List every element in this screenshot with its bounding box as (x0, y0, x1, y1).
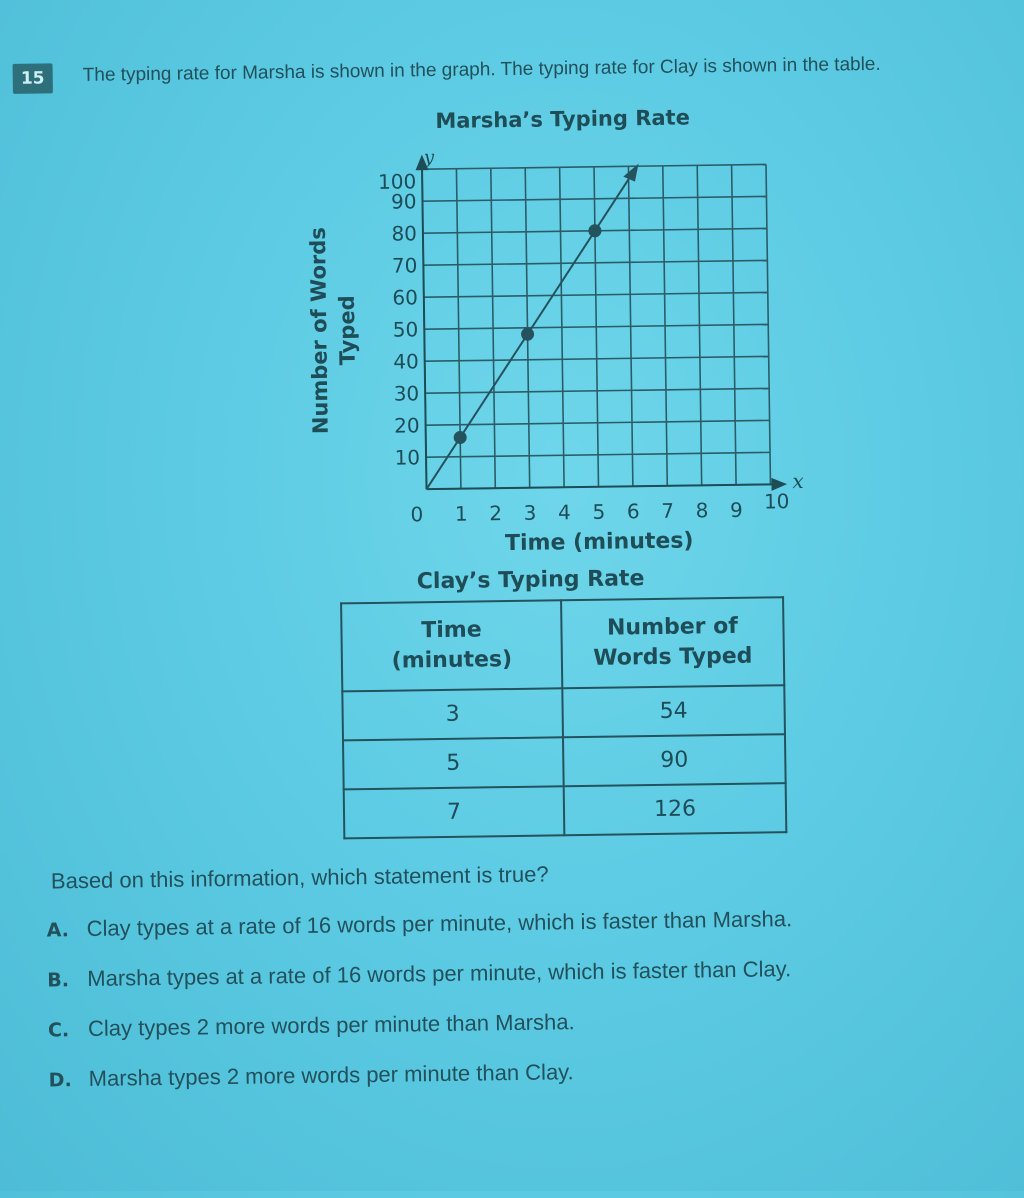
y-tick: 60 (392, 285, 418, 310)
y-tick: 100 (377, 169, 417, 194)
choice-text: Marsha types 2 more words per minute than Clay. (88, 1059, 574, 1091)
x-axis-arrow-icon (772, 479, 784, 489)
header-line: Time (421, 617, 482, 644)
choice-letter: A. (46, 919, 70, 942)
x-tick: 7 (661, 498, 675, 523)
choice-letter: B. (47, 969, 70, 992)
table-row (343, 734, 786, 789)
question-prompt: The typing rate for Marsha is shown in the graph. The typing rate for Clay is shown in the table. (82, 53, 881, 86)
x-tick: 1 (454, 501, 468, 526)
y-axis-title-line1: Number of Words (305, 227, 333, 435)
cell-time: 7 (344, 786, 565, 838)
table-title: Clay’s Typing Rate (416, 566, 645, 595)
chart-grid (422, 164, 770, 489)
y-variable-label: y (423, 147, 435, 169)
choice-text: Clay types at a rate of 16 words per minute, which is faster than Marsha. (86, 906, 793, 941)
marsha-series (422, 166, 641, 489)
cell-time: 5 (343, 737, 564, 789)
choice-text: Marsha types at a rate of 16 words per minute, which is faster than Clay. (87, 956, 792, 991)
x-tick: 10 (763, 489, 790, 514)
chart-title: Marsha’s Typing Rate (435, 105, 691, 134)
x-tick: 0 (410, 502, 424, 527)
y-tick: 40 (393, 349, 419, 374)
header-line: (minutes) (391, 647, 513, 674)
question-ask: Based on this information, which statement is true? (50, 861, 549, 894)
choice-letter: C. (47, 1019, 70, 1042)
cell-words: 126 (564, 783, 787, 835)
cell-time: 3 (342, 688, 563, 740)
cell-words: 54 (562, 685, 785, 737)
y-tick: 70 (391, 253, 418, 278)
y-tick: 10 (394, 445, 421, 470)
marsha-typing-chart (294, 136, 820, 563)
x-tick: 2 (489, 501, 503, 526)
y-tick: 50 (392, 317, 419, 342)
choice-text: Clay types 2 more words per minute than Marsha. (87, 1009, 575, 1041)
question-number-badge: 15 (13, 63, 53, 94)
choice-letter: D. (48, 1069, 72, 1092)
header-words (561, 597, 784, 688)
header-time (341, 600, 562, 691)
data-point (522, 329, 533, 340)
x-tick: 4 (557, 500, 571, 525)
table-row (344, 783, 787, 838)
header-line: Words Typed (593, 643, 753, 671)
y-axis-title-line2: Typed (334, 295, 360, 366)
x-tick: 5 (592, 499, 606, 524)
x-tick: 3 (523, 500, 537, 525)
cell-words: 90 (563, 734, 786, 786)
y-tick: 20 (393, 413, 420, 438)
table-row (342, 685, 785, 740)
data-point (455, 432, 466, 443)
clay-typing-table (340, 596, 787, 839)
x-tick: 9 (729, 497, 743, 522)
answer-choices (46, 903, 1024, 1117)
y-tick: 30 (393, 381, 420, 406)
x-tick: 6 (626, 499, 640, 524)
data-point (589, 225, 600, 236)
x-variable-label: x (792, 468, 804, 494)
header-line: Number of (606, 613, 739, 641)
line-arrow-icon (625, 166, 637, 180)
axes (417, 152, 785, 494)
y-tick: 90 (390, 189, 417, 214)
table-header-row (341, 597, 784, 691)
x-axis-title: Time (minutes) (504, 528, 694, 557)
x-tick: 8 (695, 498, 709, 523)
y-tick: 80 (391, 221, 418, 246)
